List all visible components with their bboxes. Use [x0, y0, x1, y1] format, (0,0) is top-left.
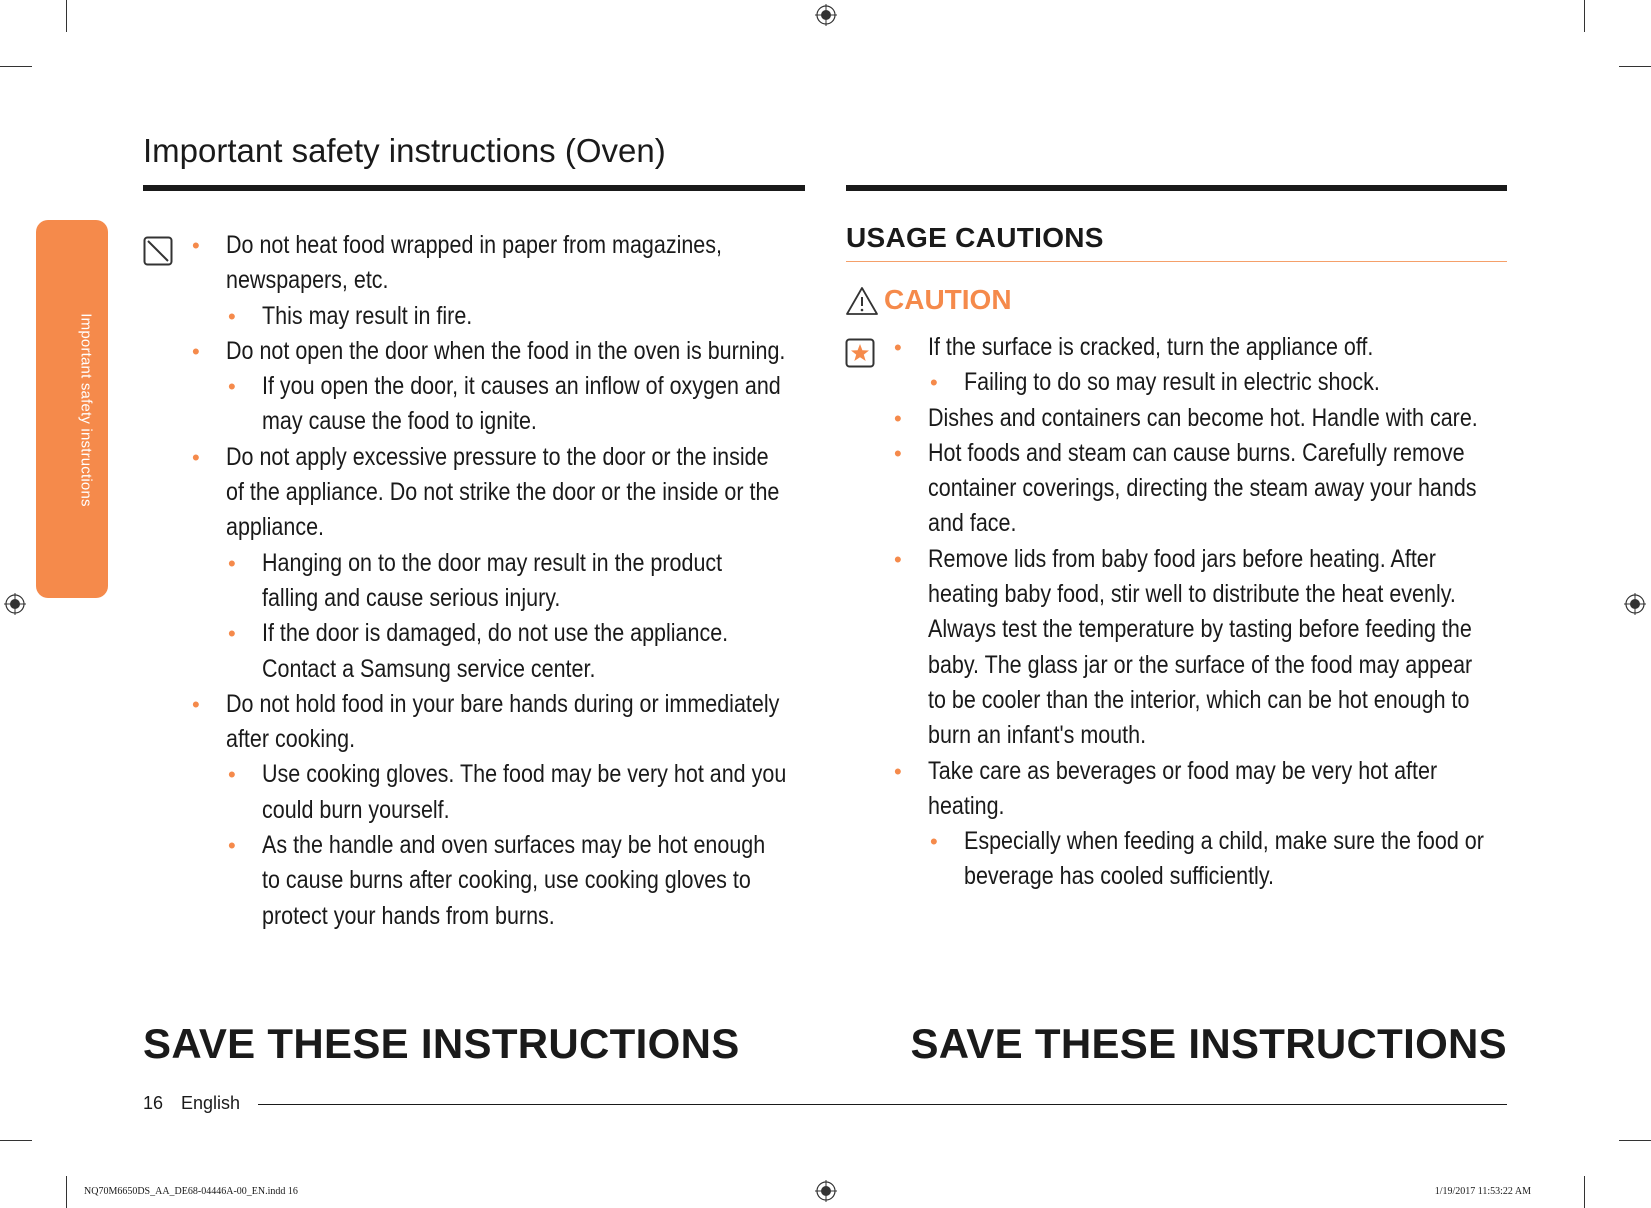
list-item-text-line: Do not apply excessive pressure to the door or the inside [226, 442, 769, 471]
bullet-icon: • [930, 370, 938, 396]
list-item-text-line: and face. [928, 509, 1017, 538]
bullet-icon: • [894, 335, 902, 360]
bullet-icon: • [228, 762, 236, 788]
bullet-icon: • [228, 621, 236, 647]
list-item [190, 299, 876, 334]
list-item-text-line: may cause the food to ignite. [262, 407, 537, 436]
list-item-text-line: after cooking. [226, 725, 356, 754]
list-item-text-line: newspapers, etc. [226, 266, 389, 295]
list-item-text-line: Contact a Samsung service center. [262, 654, 596, 683]
crop-mark [66, 1176, 67, 1208]
list-item [190, 546, 876, 617]
list-item-text-line: As the handle and oven surfaces may be hot enough [262, 831, 766, 860]
list-item [892, 754, 1569, 825]
star-box-icon [845, 338, 875, 368]
list-item-text-line: of the appliance. Do not strike the door or the inside or the [226, 478, 780, 507]
warning-triangle-icon [845, 286, 879, 316]
list-item [190, 369, 876, 440]
list-item-text-line: Use cooking gloves. The food may be very hot and you [262, 760, 787, 789]
side-tab-label: Important safety instructions [77, 313, 95, 507]
crop-mark [1619, 66, 1651, 67]
crop-mark [0, 1140, 32, 1141]
list-item [892, 824, 1569, 895]
list-item-text-line: Remove lids from baby food jars before heating. After [928, 544, 1436, 573]
registration-mark-icon [815, 4, 837, 26]
bullet-icon: • [192, 233, 200, 258]
crop-mark [1584, 0, 1585, 32]
list-item-text-line: to cause burns after cooking, use cooking gloves to [262, 866, 751, 895]
bullet-icon: • [228, 303, 236, 329]
bullet-icon: • [192, 338, 200, 364]
caution-label: CAUTION [884, 284, 1012, 315]
list-item-text-line: If you open the door, it causes an inflow of oxygen and [262, 372, 781, 401]
page-language: English [181, 1093, 241, 1113]
list-item [892, 401, 1569, 436]
list-item-text-line: Always test the temperature by tasting before feeding the [928, 615, 1472, 644]
left-instruction-list [190, 228, 876, 934]
list-item [892, 542, 1569, 754]
list-item-text-line: Take care as beverages or food may be very hot after [928, 756, 1438, 785]
list-item [190, 757, 876, 828]
list-item-text-line: heating. [928, 791, 1005, 820]
list-item-text-line: baby. The glass jar or the surface of the food may appear [928, 650, 1473, 679]
crop-mark [1619, 1140, 1651, 1141]
no-symbol-icon [143, 236, 173, 266]
list-item-text-line: protect your hands from burns. [262, 901, 555, 930]
registration-mark-icon [4, 593, 26, 615]
header-rule-right [846, 185, 1507, 191]
section-heading: USAGE CAUTIONS [846, 222, 1104, 253]
page-title: Important safety instructions (Oven) [143, 132, 666, 169]
right-instruction-list [892, 330, 1569, 895]
bullet-icon: • [894, 405, 902, 431]
side-tab [36, 220, 108, 598]
list-item-text-line: heating baby food, stir well to distribute the heat evenly. [928, 580, 1456, 609]
list-item-text-line: falling and cause serious injury. [262, 583, 561, 612]
bullet-icon: • [192, 444, 200, 470]
list-item-text-line: Especially when feeding a child, make sure the food or [964, 827, 1484, 856]
save-instructions-right: SAVE THESE INSTRUCTIONS [910, 1020, 1507, 1067]
crop-mark [0, 66, 32, 67]
list-item-text-line: appliance. [226, 513, 325, 542]
list-item-text-line: Failing to do so may result in electric shock. [964, 368, 1380, 397]
list-item-text-line: burn an infant's mouth. [928, 721, 1147, 750]
bullet-icon: • [894, 758, 902, 784]
list-item [892, 330, 1569, 365]
list-item-text-line: container coverings, directing the steam away your hands [928, 474, 1477, 503]
list-item-text-line: Do not heat food wrapped in paper from magazines, [226, 231, 722, 259]
list-item-text-line: Hanging on to the door may result in the product [262, 548, 723, 577]
list-item-text-line: Hot foods and steam can cause burns. Carefully remove [928, 438, 1465, 467]
list-item-text-line: This may result in fire. [262, 301, 473, 330]
bullet-icon: • [930, 829, 938, 855]
list-item-text-line: If the surface is cracked, turn the appliance off. [928, 333, 1374, 361]
list-item [190, 687, 876, 758]
list-item-text-line: Do not open the door when the food in the oven is burning. [226, 336, 786, 365]
list-item-text-line: Do not hold food in your bare hands during or immediately [226, 689, 780, 718]
list-item [892, 365, 1569, 400]
registration-mark-icon [1624, 593, 1646, 615]
list-item [190, 828, 876, 934]
bullet-icon: • [228, 833, 236, 859]
list-item-text-line: If the door is damaged, do not use the appliance. [262, 619, 729, 648]
list-item-text-line: Dishes and containers can become hot. Handle with care. [928, 403, 1478, 432]
header-rule-left [143, 185, 805, 191]
list-item-text-line: could burn yourself. [262, 795, 450, 824]
bullet-icon: • [228, 550, 236, 576]
bullet-icon: • [894, 546, 902, 572]
registration-mark-icon [815, 1180, 837, 1202]
list-item [190, 616, 876, 687]
list-item-text-line: to be cooler than the interior, which can be hot enough to [928, 685, 1470, 714]
bullet-icon: • [894, 440, 902, 466]
save-instructions-left: SAVE THESE INSTRUCTIONS [143, 1020, 740, 1067]
footer-rule [258, 1104, 1507, 1105]
list-item-text-line: beverage has cooled sufficiently. [964, 862, 1274, 891]
slug-file-info: NQ70M6650DS_AA_DE68-04446A-00_EN.indd 16 [84, 1186, 298, 1197]
bullet-icon: • [228, 374, 236, 400]
bullet-icon: • [192, 691, 200, 717]
slug-timestamp: 1/19/2017 11:53:22 AM [1434, 1186, 1531, 1197]
crop-mark [66, 0, 67, 32]
list-item [190, 440, 876, 546]
list-item [190, 334, 876, 369]
list-item [892, 436, 1569, 542]
page-number: 16 [143, 1093, 164, 1113]
list-item [190, 228, 876, 299]
section-heading-rule [846, 261, 1507, 262]
crop-mark [1584, 1176, 1585, 1208]
